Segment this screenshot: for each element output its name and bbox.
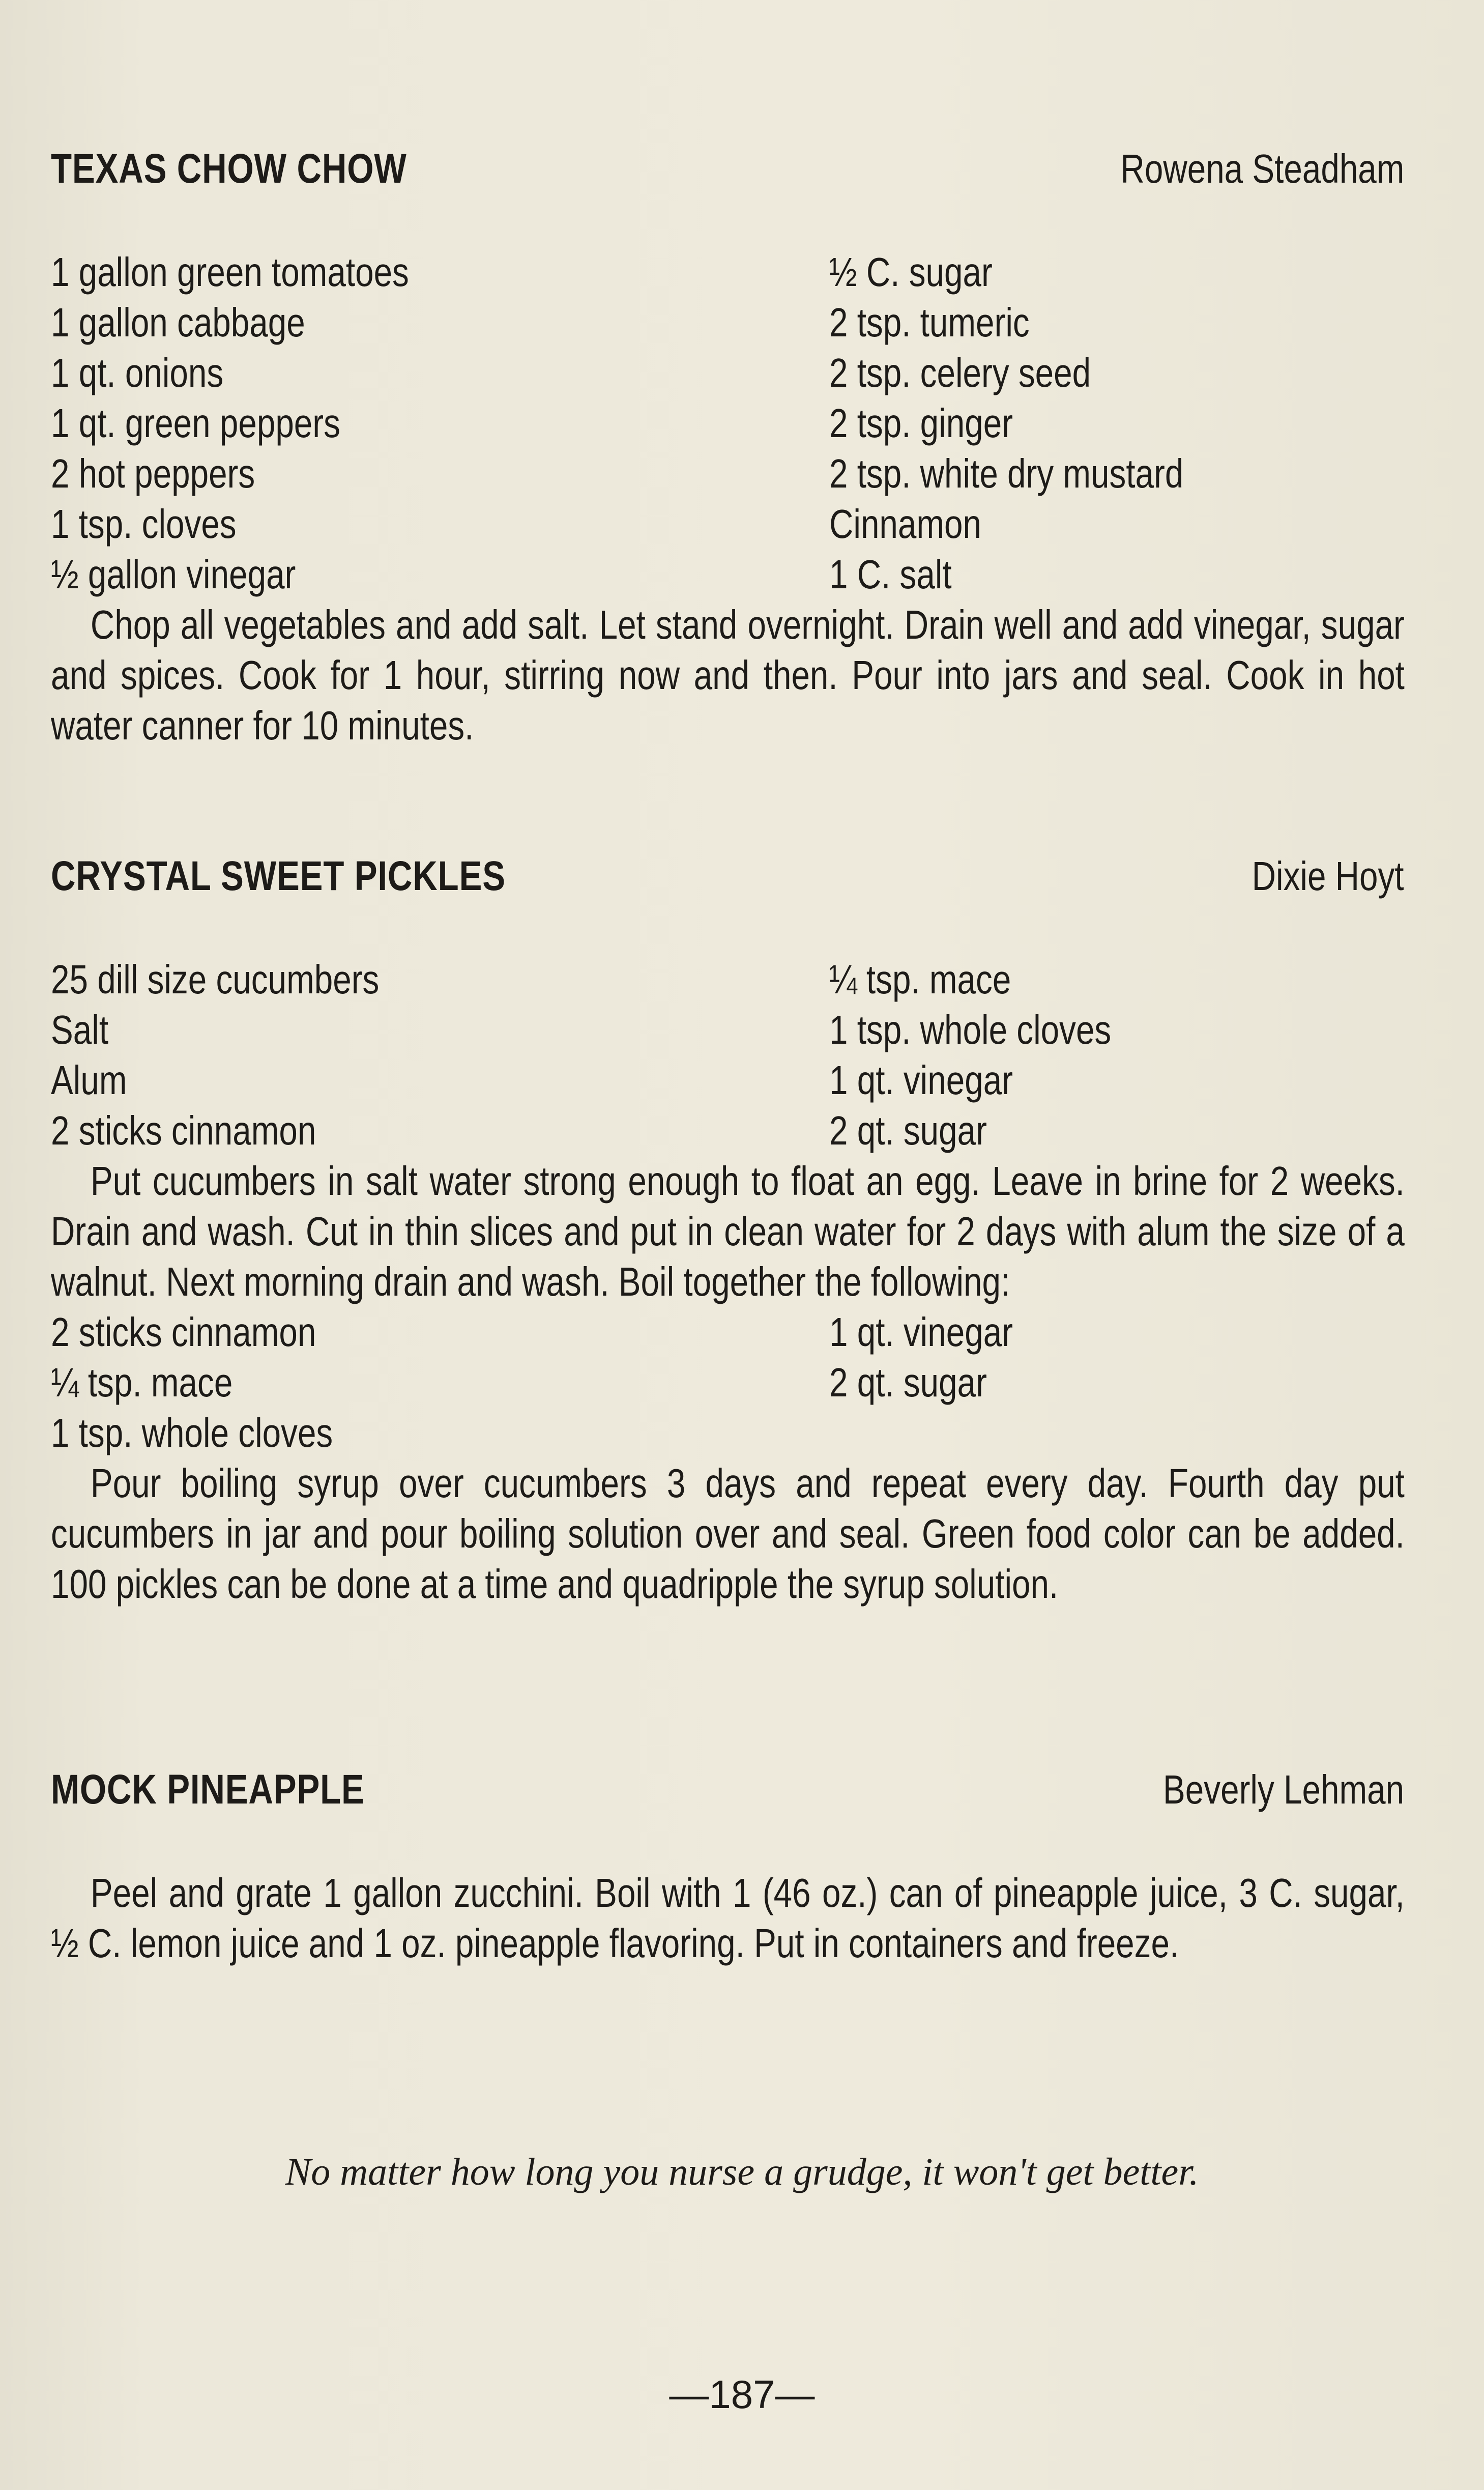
- recipe-directions: [51, 599, 1404, 751]
- recipe-directions: [51, 1156, 1404, 1307]
- ingredient: ½ gallon vinegar: [51, 552, 296, 597]
- recipe-crystal-sweet-pickles: [51, 852, 1404, 1609]
- recipe-author: Rowena Steadham: [1120, 146, 1404, 191]
- ingredient: 2 tsp. celery seed: [829, 350, 1091, 395]
- ingredient: Cinnamon: [829, 501, 982, 547]
- ingredient-column-right: [829, 954, 1404, 1156]
- directions-text: Peel and grate 1 gallon zucchini. Boil with 1 (46 oz.) can of pineapple juice, 3 C. sugar, ½ C. lemon juice and 1 oz. pineapple flavoring. Put in containers and freeze.: [51, 1870, 1405, 1966]
- recipe-directions: [51, 1868, 1404, 1968]
- ingredient: 1 gallon cabbage: [51, 300, 305, 345]
- ingredient: ¼ tsp. mace: [51, 1360, 233, 1405]
- ingredient: ½ C. sugar: [829, 249, 993, 295]
- ingredient: 1 tsp. whole cloves: [51, 1410, 333, 1455]
- ingredient-list-secondary: [51, 1307, 1404, 1458]
- ingredient-column-left: [51, 954, 829, 1156]
- ingredient-column-right: [829, 247, 1404, 599]
- ingredient: 2 qt. sugar: [829, 1360, 987, 1405]
- recipe-header: [51, 145, 1404, 201]
- ingredient: 1 qt. vinegar: [829, 1057, 1013, 1103]
- recipe-directions-continued: [51, 1458, 1404, 1609]
- recipe-title: TEXAS CHOW CHOW: [51, 146, 407, 192]
- directions-text: Chop all vegetables and add salt. Let stand overnight. Drain well and add vinegar, sugar and spices. Cook for 1 hour, stirring now and then. Pour into jars and seal. Cook in hot water canner for 10 minutes.: [51, 602, 1405, 748]
- directions-text: Put cucumbers in salt water strong enough to float an egg. Leave in brine for 2 weeks. Drain and wash. Cut in thin slices and put in clean water for 2 days with alum the size of a walnut. Next morning drain and wash. Boil together the following:: [51, 1158, 1405, 1304]
- ingredient-list: [51, 954, 1404, 1156]
- recipe-author: Beverly Lehman: [1162, 1767, 1404, 1812]
- ingredient-column-left: [51, 247, 829, 599]
- recipe-title: MOCK PINEAPPLE: [51, 1766, 365, 1813]
- ingredient-list: [51, 247, 1404, 599]
- ingredient: 1 tsp. whole cloves: [829, 1007, 1112, 1052]
- ingredient: 1 C. salt: [829, 552, 952, 597]
- ingredient: 2 sticks cinnamon: [51, 1108, 316, 1153]
- ingredient: 2 tsp. white dry mustard: [829, 451, 1184, 496]
- ingredient: 2 hot peppers: [51, 451, 255, 496]
- ingredient: 2 tsp. ginger: [829, 400, 1013, 446]
- ingredient: Alum: [51, 1057, 127, 1103]
- ingredient: 1 qt. onions: [51, 350, 224, 395]
- recipe-header: [51, 852, 1404, 908]
- page-number: —187—: [669, 2372, 815, 2417]
- ingredient: 2 sticks cinnamon: [51, 1309, 316, 1355]
- ingredient: 1 qt. vinegar: [829, 1309, 1013, 1355]
- ingredient: 1 qt. green peppers: [51, 400, 340, 446]
- ingredient-column-right: [829, 1307, 1404, 1458]
- ingredient: 1 gallon green tomatoes: [51, 249, 409, 295]
- proverb: No matter how long you nurse a grudge, it won't get better.: [285, 2151, 1199, 2193]
- ingredient: ¼ tsp. mace: [829, 957, 1011, 1002]
- recipe-author: Dixie Hoyt: [1252, 853, 1404, 899]
- recipe-mock-pineapple: [51, 1766, 1404, 1968]
- recipe-title: CRYSTAL SWEET PICKLES: [51, 853, 506, 899]
- directions-text: Pour boiling syrup over cucumbers 3 days and repeat every day. Fourth day put cucumbers in jar and pour boiling solution over and seal. Green food color can be added. 100 pickles can be done at a time and quadripple the syrup solution.: [51, 1461, 1405, 1607]
- recipe-header: [51, 1766, 1404, 1822]
- ingredient: 25 dill size cucumbers: [51, 957, 380, 1002]
- ingredient: 1 tsp. cloves: [51, 501, 237, 547]
- ingredient: 2 tsp. tumeric: [829, 300, 1030, 345]
- ingredient-column-left: [51, 1307, 829, 1458]
- ingredient: 2 qt. sugar: [829, 1108, 987, 1153]
- ingredient: Salt: [51, 1007, 109, 1052]
- recipe-texas-chow-chow: [51, 145, 1404, 751]
